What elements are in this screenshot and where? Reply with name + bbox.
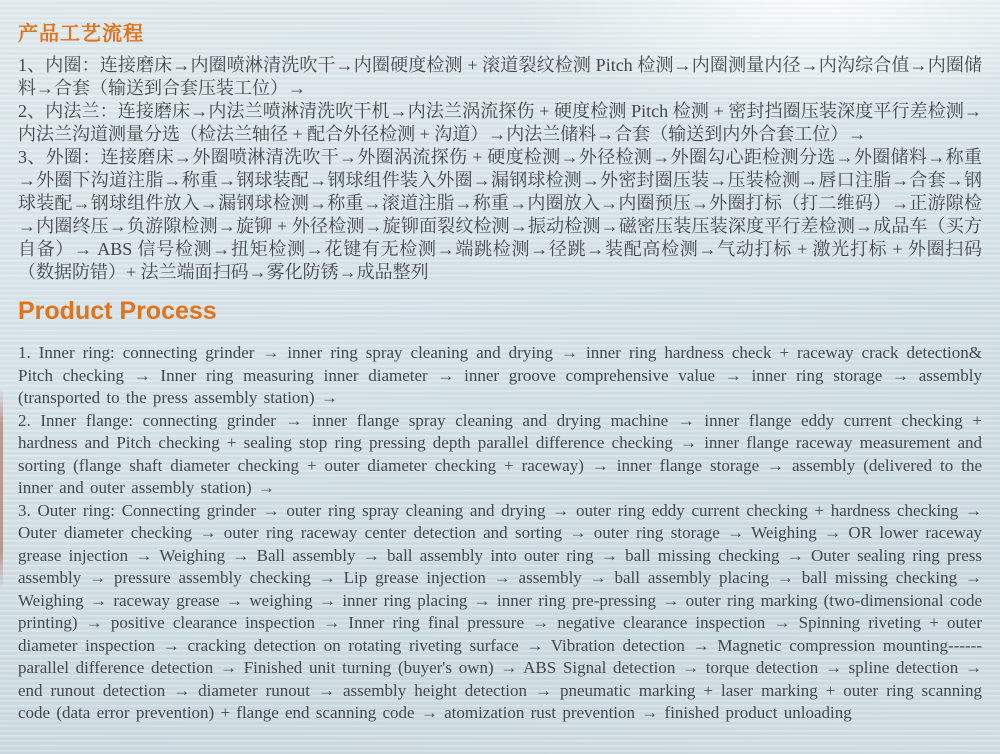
english-process-item-inner-ring: 1. Inner ring: connecting grinder → inner ring spray cleaning and drying → inner ring hardness check + raceway crack detection& Pitch checking → Inner ring measuring inner diameter → inner groove comprehensive value → inner ring storage → assembly (transported to the press assembly station) →	[18, 343, 982, 407]
english-process-item-outer-ring: 3. Outer ring: Connecting grinder → outer ring spray cleaning and drying → outer ring eddy current checking + hardness checking → Outer diameter checking → outer ring raceway center detection and sorting → outer ring storage → Weighing → OR lower raceway grease injection → Weighing → Ball assembly → ball assembly into outer ring → ball missing checking → Outer sealing ring press assembly → pressure assembly checking → Lip grease injection → assembly → ball assembly placing → ball missing checking → Weighing → raceway grease → weighing → inner ring placing → inner ring pre-pressing → outer ring marking (two-dimensional code printing) → positive clearance inspection → Inner ring final pressure → negative clearance inspection → Spinning riveting + outer diameter inspection → cracking detection on rotating riveting surface → Vibration detection → Magnetic compression mounting------ parallel difference detection → Finished unit turning (buyer's own) → ABS Signal detection → torque detection → spline detection → end runout detection → diameter runout → assembly height detection → pneumatic marking + laser marking + outer ring scanning code (data error prevention) + flange end scanning code → atomization rust prevention → finished product unloading	[18, 500, 982, 722]
chinese-process-item-outer-ring: 3、外圈：连接磨床→外圈喷淋清洗吹干→外圈涡流探伤 + 硬度检测→外径检测→外圈勾心距检测分选→外圈储料→称重→外圈下沟道注脂→称重→钢球装配→钢球组件装入外圈→漏钢球检测→外密封圈压装→压装检测→唇口注脂→合套→钢球装配→钢球组件放入→漏钢球检测→称重→滚道注脂→称重→内圈放入→内圈预压→外圈打标（打二维码）→正游隙检→内圈终压→负游隙检测→旋铆 + 外径检测→旋铆面裂纹检测→振动检测→磁密压装压装深度平行差检测→成品车（买方自备）→ ABS 信号检测→扭矩检测→花键有无检测→端跳检测→径跳→装配高检测→气动打标 + 激光打标 + 外圈扫码（数据防错）+ 法兰端面扫码→雾化防锈→成品整列	[18, 147, 982, 282]
chinese-process-item-inner-ring: 1、内圈：连接磨床→内圈喷淋清洗吹干→内圈硬度检测 + 滚道裂纹检测 Pitch 检测→内圈测量内径→内沟综合值→内圈储料→合套（输送到合套压装工位）→	[18, 55, 982, 98]
english-section-title: Product Process	[18, 297, 217, 325]
chinese-process-item-inner-flange: 2、内法兰：连接磨床→内法兰喷淋清洗吹干机→内法兰涡流探伤 + 硬度检测 Pitch 检测 + 密封挡圈压装深度平行差检测→内法兰沟道测量分选（检法兰轴径 + 配合外径检测 + 沟道）→内法兰储料→合套（输送到内外合套工位）→	[18, 101, 982, 144]
english-process-item-inner-flange: 2. Inner flange: connecting grinder → inner flange spray cleaning and drying machine → inner flange eddy current checking + hardness and Pitch checking + sealing stop ring pressing depth parallel difference checking → inner flange raceway measurement and sorting (flange shaft diameter checking + outer diameter checking + raceway) → inner flange storage → assembly (delivered to the inner and outer assembly station) →	[18, 410, 982, 497]
chinese-process-text	[18, 54, 982, 284]
english-process-text	[18, 342, 982, 725]
photo-edge-artifact	[0, 388, 3, 588]
chinese-section-title: 产品工艺流程	[18, 23, 144, 45]
